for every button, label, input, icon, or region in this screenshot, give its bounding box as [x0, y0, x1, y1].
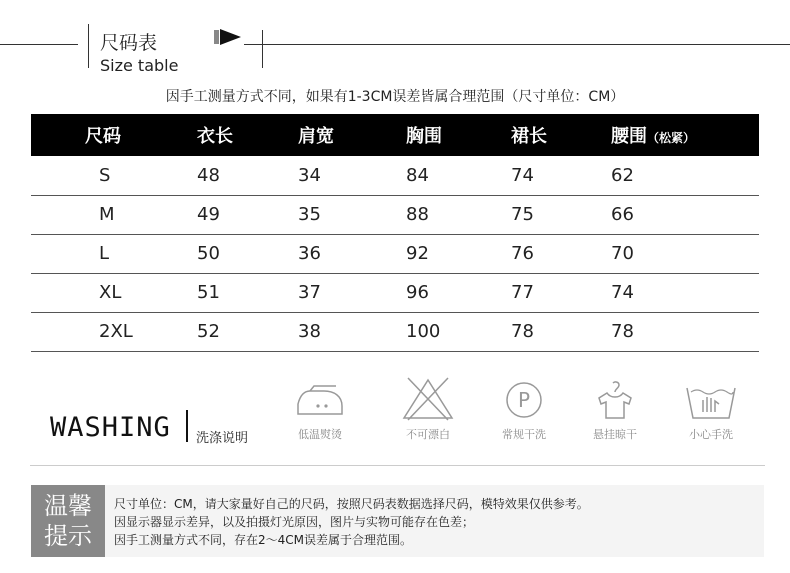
table-cell: 52 [174, 312, 284, 351]
tip-line: 因显示器显示差异，以及拍摄灯光原因，图片与实物可能存在色差； [114, 515, 475, 529]
low-temp-iron-icon [290, 376, 350, 422]
table-cell: 66 [593, 195, 759, 234]
tips-label-line1: 温馨 [44, 492, 92, 520]
table-cell: 88 [388, 195, 493, 234]
col-header-shoulder: 肩宽 [284, 114, 388, 156]
hand-wash-icon [681, 376, 741, 422]
wash-item-iron [285, 376, 355, 442]
wash-label: 常规干洗 [502, 428, 546, 441]
table-row [31, 234, 759, 273]
col-header-length: 衣长 [174, 114, 284, 156]
table-row [31, 312, 759, 351]
table-cell: 84 [388, 156, 493, 195]
wash-label: 小心手洗 [689, 428, 733, 441]
size-table [31, 114, 759, 352]
table-row [31, 195, 759, 234]
tip-line: 尺寸单位：CM，请大家量好自己的尺码，按照尺码表数据选择尺码，模特效果仅供参考。 [114, 497, 589, 511]
table-row [31, 156, 759, 195]
table-cell: XL [31, 273, 174, 312]
table-cell: 62 [593, 156, 759, 195]
wash-label: 悬挂晾干 [593, 428, 637, 441]
svg-text:P: P [517, 388, 531, 412]
table-cell: 92 [388, 234, 493, 273]
table-cell: 37 [284, 273, 388, 312]
table-cell: 76 [493, 234, 593, 273]
tips-label-line2: 提示 [44, 522, 92, 550]
measurement-note: 因手工测量方式不同，如果有1-3CM误差皆属合理范围（尺寸单位：CM） [165, 89, 625, 105]
tip-line: 因手工测量方式不同，存在2～4CM误差属于合理范围。 [114, 533, 413, 547]
col-header-chest: 胸围 [388, 114, 493, 156]
header-left-rule [0, 44, 78, 45]
table-header-row [31, 114, 759, 156]
header-tick [262, 30, 263, 68]
table-cell: 74 [593, 273, 759, 312]
table-cell: 77 [493, 273, 593, 312]
table-cell: 74 [493, 156, 593, 195]
table-cell: 38 [284, 312, 388, 351]
table-cell: 78 [493, 312, 593, 351]
col-header-size: 尺码 [31, 114, 174, 156]
table-row [31, 273, 759, 312]
tips-text [114, 495, 589, 549]
wash-label: 低温熨烫 [298, 428, 342, 441]
size-table-title: 尺码表 [100, 32, 158, 54]
hang-dry-icon [585, 376, 645, 422]
washing-subtitle: 洗涤说明 [196, 431, 249, 446]
tips-label [31, 485, 105, 557]
table-cell: 100 [388, 312, 493, 351]
table-cell: 2XL [31, 312, 174, 351]
washing-divider [186, 410, 188, 442]
table-cell: 49 [174, 195, 284, 234]
table-cell: 48 [174, 156, 284, 195]
table-cell: M [31, 195, 174, 234]
wash-item-hang [580, 376, 650, 442]
table-cell: 96 [388, 273, 493, 312]
table-cell: 50 [174, 234, 284, 273]
table-cell: 34 [284, 156, 388, 195]
section-separator [30, 465, 765, 466]
table-cell: 70 [593, 234, 759, 273]
waist-elastic-note: （松紧） [647, 131, 696, 145]
wash-item-bleach [393, 376, 463, 442]
waist-label: 腰围 [611, 126, 647, 147]
dry-clean-icon [494, 376, 554, 422]
no-bleach-icon [398, 376, 458, 422]
washing-title: WASHING [50, 412, 171, 443]
col-header-skirt-length: 裙长 [493, 114, 593, 156]
col-header-waist [593, 114, 759, 156]
table-cell: L [31, 234, 174, 273]
header-right-rule [244, 44, 790, 45]
table-cell: S [31, 156, 174, 195]
table-cell: 75 [493, 195, 593, 234]
table-cell: 36 [284, 234, 388, 273]
header-divider [88, 24, 89, 68]
wash-item-handwash [676, 376, 746, 442]
table-cell: 35 [284, 195, 388, 234]
wash-item-dryclean [489, 376, 559, 442]
table-cell: 78 [593, 312, 759, 351]
table-cell: 51 [174, 273, 284, 312]
play-arrow-icon [214, 28, 244, 46]
wash-label: 不可漂白 [406, 428, 450, 441]
size-table-subtitle: Size table [100, 56, 179, 75]
